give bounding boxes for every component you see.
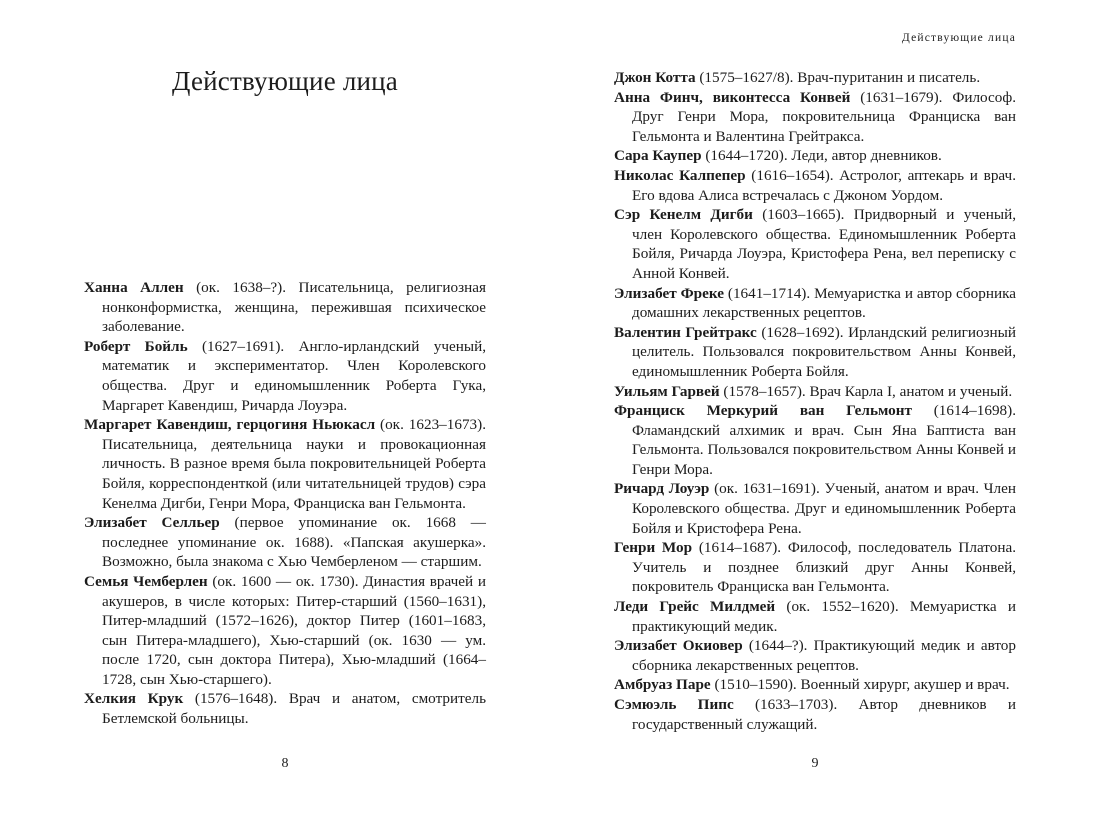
- character-name: Валентин Грейтракс: [614, 323, 757, 341]
- character-description: (1627–1691). Англо-ирландский ученый, математик и экспериментатор. Член Королевского общества. Друг и единомышленник Роберта Гука, Маргарет Кавендиш, Ричарда Лоуэра.: [102, 337, 486, 414]
- character-description: (1641–1714). Мемуаристка и автор сборника домашних лекарственных рецептов.: [632, 284, 1016, 322]
- character-description: (ок. 1631–1691). Ученый, анатом и врач. Член Королевского общества. Друг и единомышленник Роберта Бойля и Кристофера Рена.: [632, 480, 1017, 537]
- character-description: (1510–1590). Военный хирург, акушер и врач.: [710, 676, 1010, 694]
- character-name: Амбруаз Паре: [614, 676, 711, 694]
- character-entry: [84, 513, 486, 572]
- character-name: Анна Финч, виконтесса Конвей: [614, 88, 851, 106]
- character-entry: [84, 689, 486, 728]
- character-description: (1631–1679). Философ. Друг Генри Мора, покровительница Франциска ван Гельмонта и Валентина Грейтракса.: [632, 88, 1016, 145]
- right-page: [550, 0, 1100, 825]
- character-name: Роберт Бойль: [84, 337, 188, 355]
- character-entry: [614, 68, 1016, 88]
- character-name: Элизабет Окиовер: [614, 637, 743, 655]
- character-name: Элизабет Селльер: [84, 514, 220, 532]
- character-name: Сэр Кенелм Дигби: [614, 206, 753, 224]
- character-name: Николас Калпепер: [614, 166, 746, 184]
- character-list-right: [614, 68, 1016, 734]
- character-entry: [614, 675, 1016, 695]
- character-entry: [614, 382, 1016, 402]
- character-name: Генри Мор: [614, 539, 693, 557]
- character-entry: [614, 205, 1016, 283]
- character-description: (1614–1698). Фламандский алхимик и врач. Сын Яна Баптиста ван Гельмонта. Пользовался покровительством Анны Конвей и Генри Мора.: [632, 402, 1016, 478]
- character-entry: [614, 597, 1016, 636]
- character-entry: [614, 146, 1016, 166]
- chapter-title: Действующие лица: [172, 66, 398, 96]
- character-name: Хелкия Крук: [84, 690, 184, 708]
- character-list-left: [84, 278, 486, 729]
- character-description: (1644–?). Практикующий медик и автор сборника лекарственных рецептов.: [632, 637, 1016, 674]
- character-name: Маргарет Кавендиш, герцогиня Ньюкасл: [84, 416, 376, 434]
- character-description: (первое упоминание ок. 1668 — последнее упоминание ок. 1688). «Папская акушерка». Возможно, была знакома с Хью Чемберленом — старшим.: [102, 514, 486, 571]
- character-name: Леди Грейс Милдмей: [614, 598, 776, 616]
- character-entry: [614, 636, 1016, 675]
- character-description: (1575–1627/8). Врач-пуританин и писатель.: [695, 69, 981, 86]
- character-description: (1616–1654). Астролог, аптекарь и врач. Его вдова Алиса встречалась с Джоном Уордом.: [632, 166, 1016, 204]
- character-name: Сэмюэль Пипс: [614, 696, 734, 713]
- character-entry: [614, 323, 1016, 382]
- character-description: (ок. 1623–1673). Писательница, деятельница науки и провокационная личность. В разное время была покровительницей Роберта Бойля, корреспонденткой (или читательницей трудов) сэра Кенелма Дигби, Генри Мора, Франциска ван Гельмонта.: [102, 416, 486, 512]
- character-name: Сара Каупер: [614, 147, 702, 165]
- character-description: (ок. 1552–1620). Мемуаристка и практикующий медик.: [632, 598, 1016, 635]
- character-name: Франциск Меркурий ван Гельмонт: [614, 402, 912, 420]
- character-entry: [84, 415, 486, 513]
- page-number-right: 9: [811, 756, 819, 771]
- character-entry: [614, 401, 1016, 479]
- character-entry: [84, 572, 486, 690]
- character-name: Семья Чемберлен: [84, 572, 208, 590]
- character-name: Элизабет Фреке: [614, 284, 724, 302]
- character-description: (1628–1692). Ирландский религиозный целитель. Пользовался покровительством Анны Конвей, единомышленник Роберта Бойля.: [632, 323, 1017, 380]
- character-description: (ок. 1638–?). Писательница, религиозная нонконформистка, женщина, пережившая психическое заболевание.: [102, 279, 486, 336]
- character-description: (1614–1687). Философ, последователь Платона. Учитель и позднее близкий друг Анны Конвей, покровитель Франциска ван Гельмонта.: [632, 539, 1017, 596]
- character-name: Джон Котта: [614, 69, 696, 86]
- character-entry: [614, 284, 1016, 323]
- character-description: (1633–1703). Автор дневников и государственный служащий.: [632, 696, 1016, 733]
- character-entry: [614, 695, 1016, 734]
- character-entry: [614, 88, 1016, 147]
- character-description: (1603–1665). Придворный и ученый, член Королевского общества. Единомышленник Роберта Бойля, Ричарда Лоуэра, Кристофера Рена, вел переписку с Анной Конвей.: [632, 206, 1016, 282]
- character-name: Уильям Гарвей: [614, 382, 720, 400]
- character-entry: [614, 538, 1016, 597]
- character-name: Ричард Лоуэр: [614, 480, 710, 498]
- character-description: (ок. 1600 — ок. 1730). Династия врачей и акушеров, в числе которых: Питер-старший (1560–1631), Питер-младший (1572–1626), доктор Питер (1601–1683, сын Питера-младшего), Хью-старший (ок. 1630 — ум. после 1720, сын доктора Питера), Хью-младший (1664–1728, сын Хью-старшего).: [102, 572, 486, 688]
- character-description: (1644–1720). Леди, автор дневников.: [701, 147, 942, 165]
- page-number-left: 8: [281, 756, 289, 771]
- character-entry: [614, 479, 1016, 538]
- character-name: Ханна Аллен: [84, 279, 184, 296]
- character-entry: [614, 166, 1016, 205]
- character-entry: [84, 337, 486, 415]
- character-description: (1578–1657). Врач Карла I, анатом и ученый.: [719, 382, 1013, 400]
- running-head: Действующие лица: [901, 32, 1016, 44]
- character-description: (1576–1648). Врач и анатом, смотритель Бетлемской больницы.: [102, 690, 486, 728]
- character-entry: [84, 278, 486, 337]
